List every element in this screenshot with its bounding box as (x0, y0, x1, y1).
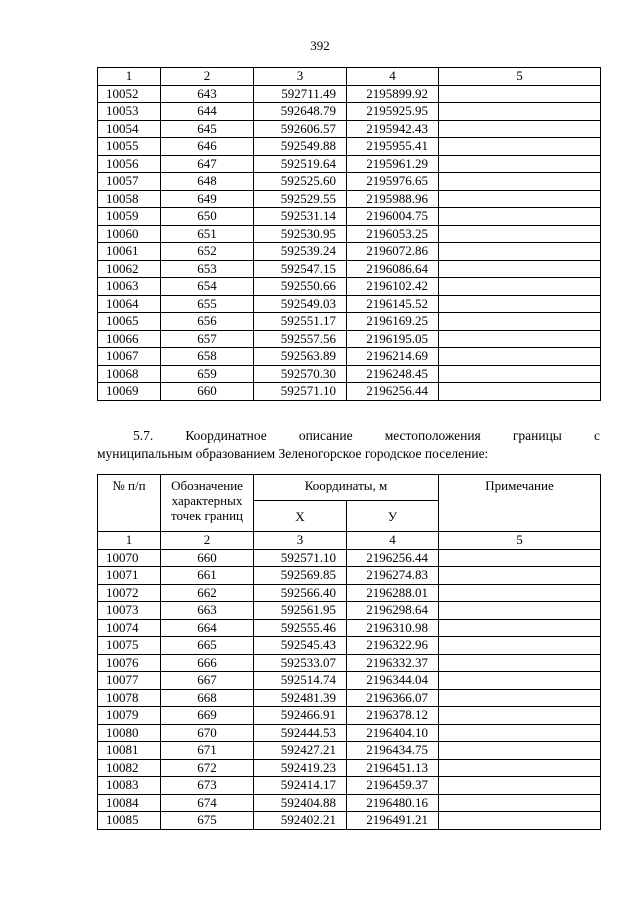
cell-designation: 647 (161, 155, 254, 173)
column-number: 1 (98, 68, 161, 86)
cell-x: 592571.10 (254, 383, 347, 401)
table-row (98, 295, 601, 313)
cell-designation: 654 (161, 278, 254, 296)
table-row (98, 330, 601, 348)
table-body (98, 549, 601, 829)
cell-note (439, 724, 601, 742)
cell-note (439, 794, 601, 812)
cell-point-number: 10061 (98, 243, 161, 261)
cell-x: 592545.43 (254, 637, 347, 655)
cell-x: 592444.53 (254, 724, 347, 742)
cell-point-number: 10053 (98, 103, 161, 121)
table-row (98, 173, 601, 191)
cell-designation: 675 (161, 812, 254, 830)
cell-point-number: 10076 (98, 654, 161, 672)
column-number: 3 (254, 68, 347, 86)
column-number: 3 (254, 532, 347, 550)
cell-designation: 648 (161, 173, 254, 191)
cell-note (439, 759, 601, 777)
section-paragraph (97, 427, 600, 463)
header-note: Примечание (439, 475, 601, 532)
cell-x: 592547.15 (254, 260, 347, 278)
table-row (98, 619, 601, 637)
cell-x: 592514.74 (254, 672, 347, 690)
cell-x: 592648.79 (254, 103, 347, 121)
table-row (98, 85, 601, 103)
cell-point-number: 10055 (98, 138, 161, 156)
section-heading-line (97, 427, 600, 445)
cell-designation: 663 (161, 602, 254, 620)
cell-designation: 651 (161, 225, 254, 243)
table-row (98, 707, 601, 725)
cell-x: 592466.91 (254, 707, 347, 725)
cell-y: 2196434.75 (347, 742, 439, 760)
cell-x: 592549.88 (254, 138, 347, 156)
cell-note (439, 637, 601, 655)
table-row (98, 260, 601, 278)
cell-x: 592549.03 (254, 295, 347, 313)
section-word: границы (512, 428, 562, 443)
cell-note (439, 190, 601, 208)
cell-designation: 645 (161, 120, 254, 138)
header-designation: Обозначение характерных точек границ (161, 475, 254, 532)
section-text-line: муниципальным образованием Зеленогорское городское поселение: (97, 446, 489, 461)
cell-y: 2196404.10 (347, 724, 439, 742)
cell-designation: 657 (161, 330, 254, 348)
cell-point-number: 10060 (98, 225, 161, 243)
cell-x: 592404.88 (254, 794, 347, 812)
table-row (98, 278, 601, 296)
section-word: Координатное (185, 428, 267, 443)
cell-designation: 665 (161, 637, 254, 655)
cell-y: 2196491.21 (347, 812, 439, 830)
cell-designation: 673 (161, 777, 254, 795)
table-row (98, 313, 601, 331)
table-row (98, 225, 601, 243)
cell-designation: 666 (161, 654, 254, 672)
cell-note (439, 549, 601, 567)
column-number: 4 (347, 68, 439, 86)
cell-note (439, 313, 601, 331)
cell-point-number: 10063 (98, 278, 161, 296)
table-row (98, 138, 601, 156)
cell-x: 592531.14 (254, 208, 347, 226)
cell-point-number: 10054 (98, 120, 161, 138)
cell-designation: 669 (161, 707, 254, 725)
cell-x: 592606.57 (254, 120, 347, 138)
cell-note (439, 619, 601, 637)
table-row (98, 120, 601, 138)
table-row (98, 365, 601, 383)
cell-designation: 674 (161, 794, 254, 812)
cell-x: 592566.40 (254, 584, 347, 602)
cell-y: 2196145.52 (347, 295, 439, 313)
cell-y: 2195988.96 (347, 190, 439, 208)
cell-note (439, 742, 601, 760)
cell-y: 2196072.86 (347, 243, 439, 261)
cell-note (439, 330, 601, 348)
table-row (98, 759, 601, 777)
header-x: X (254, 501, 347, 532)
cell-point-number: 10085 (98, 812, 161, 830)
table-row (98, 794, 601, 812)
cell-note (439, 85, 601, 103)
cell-designation: 660 (161, 549, 254, 567)
cell-y: 2196322.96 (347, 637, 439, 655)
table-row (98, 348, 601, 366)
cell-x: 592419.23 (254, 759, 347, 777)
table-header-row (98, 68, 601, 86)
table-row (98, 777, 601, 795)
cell-y: 2196274.83 (347, 567, 439, 585)
cell-y: 2196256.44 (347, 549, 439, 567)
cell-y: 2196248.45 (347, 365, 439, 383)
table-header-row (98, 475, 601, 501)
cell-point-number: 10071 (98, 567, 161, 585)
cell-note (439, 383, 601, 401)
cell-point-number: 10072 (98, 584, 161, 602)
cell-point-number: 10065 (98, 313, 161, 331)
cell-y: 2196480.16 (347, 794, 439, 812)
cell-point-number: 10056 (98, 155, 161, 173)
cell-y: 2195976.65 (347, 173, 439, 191)
cell-note (439, 225, 601, 243)
cell-designation: 670 (161, 724, 254, 742)
cell-x: 592555.46 (254, 619, 347, 637)
section-word: 5.7. (133, 428, 154, 443)
cell-note (439, 812, 601, 830)
table-row (98, 208, 601, 226)
cell-x: 592551.17 (254, 313, 347, 331)
cell-x: 592525.60 (254, 173, 347, 191)
cell-note (439, 365, 601, 383)
cell-point-number: 10083 (98, 777, 161, 795)
cell-designation: 643 (161, 85, 254, 103)
cell-designation: 662 (161, 584, 254, 602)
cell-y: 2196366.07 (347, 689, 439, 707)
column-number: 4 (347, 532, 439, 550)
cell-designation: 656 (161, 313, 254, 331)
table-row (98, 155, 601, 173)
cell-y: 2196214.69 (347, 348, 439, 366)
header-coordinates: Координаты, м (254, 475, 439, 501)
cell-designation: 659 (161, 365, 254, 383)
cell-y: 2196195.05 (347, 330, 439, 348)
cell-y: 2196298.64 (347, 602, 439, 620)
cell-designation: 672 (161, 759, 254, 777)
page-number: 392 (310, 38, 330, 53)
cell-point-number: 10062 (98, 260, 161, 278)
cell-note (439, 777, 601, 795)
table-row (98, 549, 601, 567)
cell-point-number: 10078 (98, 689, 161, 707)
cell-designation: 646 (161, 138, 254, 156)
cell-x: 592571.10 (254, 549, 347, 567)
cell-x: 592563.89 (254, 348, 347, 366)
cell-point-number: 10070 (98, 549, 161, 567)
cell-y: 2195942.43 (347, 120, 439, 138)
section-word: местоположения (384, 428, 481, 443)
cell-y: 2196169.25 (347, 313, 439, 331)
cell-y: 2195955.41 (347, 138, 439, 156)
table-row (98, 584, 601, 602)
cell-y: 2196459.37 (347, 777, 439, 795)
cell-note (439, 155, 601, 173)
cell-y: 2196053.25 (347, 225, 439, 243)
table-row (98, 637, 601, 655)
header-y: У (347, 501, 439, 532)
cell-designation: 649 (161, 190, 254, 208)
cell-point-number: 10058 (98, 190, 161, 208)
cell-note (439, 689, 601, 707)
cell-x: 592414.17 (254, 777, 347, 795)
cell-y: 2196310.98 (347, 619, 439, 637)
table-row (98, 654, 601, 672)
cell-note (439, 260, 601, 278)
table-row (98, 383, 601, 401)
cell-y: 2195925.95 (347, 103, 439, 121)
cell-x: 592569.85 (254, 567, 347, 585)
table-row (98, 742, 601, 760)
coordinates-table-continued (97, 67, 601, 401)
cell-y: 2196332.37 (347, 654, 439, 672)
cell-x: 592529.55 (254, 190, 347, 208)
cell-point-number: 10082 (98, 759, 161, 777)
cell-note (439, 173, 601, 191)
cell-x: 592539.24 (254, 243, 347, 261)
cell-x: 592550.66 (254, 278, 347, 296)
cell-x: 592711.49 (254, 85, 347, 103)
table-row (98, 812, 601, 830)
cell-note (439, 672, 601, 690)
cell-point-number: 10069 (98, 383, 161, 401)
cell-designation: 664 (161, 619, 254, 637)
section-word: с (593, 428, 600, 443)
table-row (98, 190, 601, 208)
cell-note (439, 602, 601, 620)
cell-point-number: 10067 (98, 348, 161, 366)
cell-point-number: 10075 (98, 637, 161, 655)
table-row (98, 689, 601, 707)
cell-point-number: 10080 (98, 724, 161, 742)
cell-y: 2196344.04 (347, 672, 439, 690)
cell-designation: 658 (161, 348, 254, 366)
cell-point-number: 10081 (98, 742, 161, 760)
cell-point-number: 10052 (98, 85, 161, 103)
cell-x: 592533.07 (254, 654, 347, 672)
cell-note (439, 707, 601, 725)
table-row (98, 724, 601, 742)
cell-x: 592427.21 (254, 742, 347, 760)
table-row (98, 672, 601, 690)
cell-y: 2196102.42 (347, 278, 439, 296)
cell-designation: 655 (161, 295, 254, 313)
cell-designation: 650 (161, 208, 254, 226)
header-pn: № п/п (98, 475, 161, 532)
cell-point-number: 10068 (98, 365, 161, 383)
section-word: описание (298, 428, 353, 443)
cell-x: 592557.56 (254, 330, 347, 348)
cell-y: 2196086.64 (347, 260, 439, 278)
cell-point-number: 10066 (98, 330, 161, 348)
cell-y: 2196288.01 (347, 584, 439, 602)
cell-point-number: 10084 (98, 794, 161, 812)
cell-y: 2196378.12 (347, 707, 439, 725)
cell-point-number: 10064 (98, 295, 161, 313)
coordinates-table (97, 474, 601, 830)
cell-y: 2195961.29 (347, 155, 439, 173)
cell-note (439, 584, 601, 602)
cell-designation: 660 (161, 383, 254, 401)
cell-note (439, 138, 601, 156)
cell-note (439, 567, 601, 585)
cell-y: 2196256.44 (347, 383, 439, 401)
cell-x: 592570.30 (254, 365, 347, 383)
cell-point-number: 10059 (98, 208, 161, 226)
cell-designation: 661 (161, 567, 254, 585)
cell-note (439, 103, 601, 121)
cell-note (439, 278, 601, 296)
cell-designation: 653 (161, 260, 254, 278)
column-number: 1 (98, 532, 161, 550)
cell-note (439, 654, 601, 672)
column-number: 5 (439, 68, 601, 86)
cell-point-number: 10073 (98, 602, 161, 620)
table-row (98, 103, 601, 121)
cell-point-number: 10079 (98, 707, 161, 725)
cell-designation: 667 (161, 672, 254, 690)
cell-designation: 668 (161, 689, 254, 707)
table-row (98, 602, 601, 620)
cell-x: 592402.21 (254, 812, 347, 830)
cell-x: 592561.95 (254, 602, 347, 620)
cell-x: 592519.64 (254, 155, 347, 173)
cell-note (439, 295, 601, 313)
cell-designation: 652 (161, 243, 254, 261)
column-number: 5 (439, 532, 601, 550)
cell-point-number: 10057 (98, 173, 161, 191)
table-row (98, 567, 601, 585)
cell-note (439, 120, 601, 138)
cell-note (439, 208, 601, 226)
cell-y: 2195899.92 (347, 85, 439, 103)
column-number: 2 (161, 532, 254, 550)
cell-y: 2196004.75 (347, 208, 439, 226)
cell-point-number: 10074 (98, 619, 161, 637)
table-numbering-row (98, 532, 601, 550)
table-row (98, 243, 601, 261)
cell-y: 2196451.13 (347, 759, 439, 777)
cell-note (439, 348, 601, 366)
cell-point-number: 10077 (98, 672, 161, 690)
cell-designation: 644 (161, 103, 254, 121)
cell-x: 592530.95 (254, 225, 347, 243)
column-number: 2 (161, 68, 254, 86)
table-body (98, 85, 601, 400)
cell-designation: 671 (161, 742, 254, 760)
cell-note (439, 243, 601, 261)
cell-x: 592481.39 (254, 689, 347, 707)
